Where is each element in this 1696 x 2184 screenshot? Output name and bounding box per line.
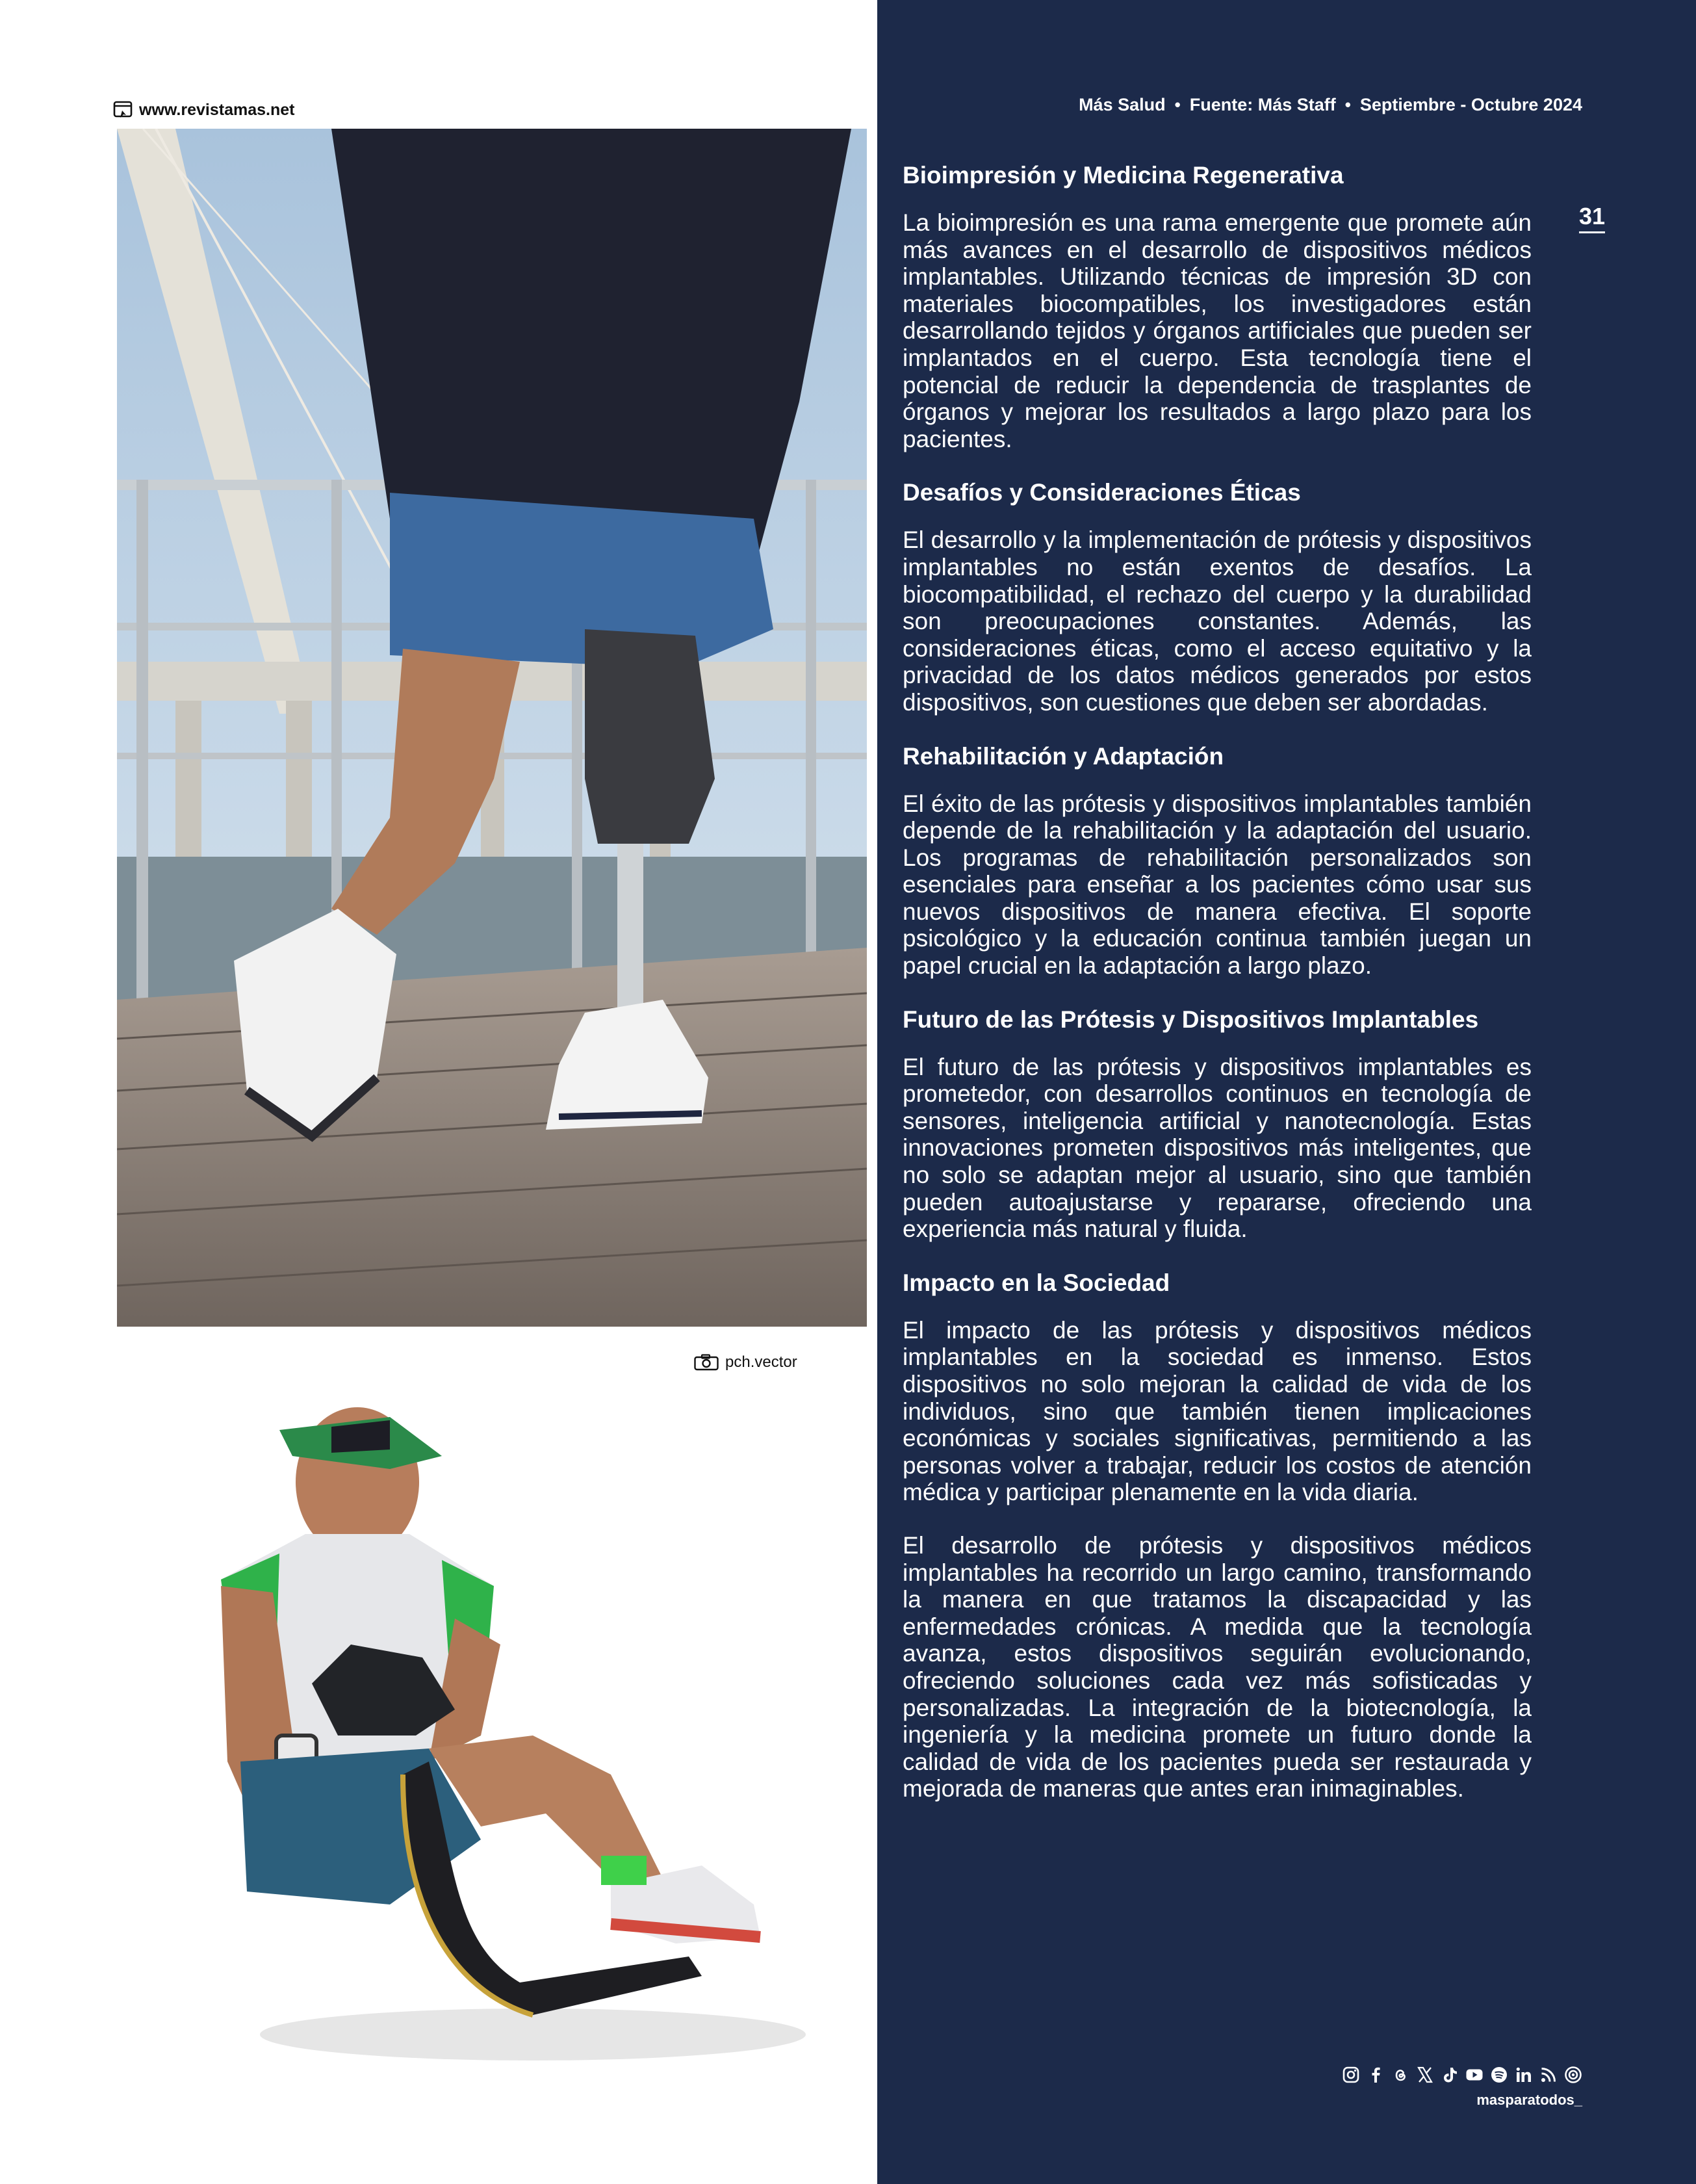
threads-icon[interactable] — [1391, 2066, 1409, 2084]
social-links — [1313, 2066, 1582, 2084]
web-icon — [113, 100, 133, 120]
header-meta — [910, 95, 1582, 115]
article-section — [903, 742, 1532, 980]
spotify-icon[interactable] — [1490, 2066, 1508, 2084]
x-icon[interactable] — [1416, 2066, 1434, 2084]
article-section — [903, 161, 1532, 452]
article-body — [903, 161, 1532, 1828]
linkedin-icon[interactable] — [1515, 2066, 1533, 2084]
tiktok-icon[interactable] — [1441, 2066, 1459, 2084]
runner-photo — [117, 129, 867, 1327]
section-label: Más Salud — [1079, 95, 1166, 114]
paragraph: El impacto de las prótesis y dispositivos médicos implantables en la sociedad es inmenso. Estos dispositivos no solo mejoran la calidad de vida de los individuos, sino que también tienen implicaciones económicas y sociales significativas, permitiendo a las personas volver a trabajar, reducir los costos de atención médica y participar plenamente en la vida diaria. — [903, 1316, 1532, 1506]
paragraph: El desarrollo y la implementación de prótesis y dispositivos implantables no están exentos de desafíos. La biocompatibilidad, el rechazo del cuerpo y la durabilidad son preocupaciones constantes. Además, las consideraciones éticas, como el acceso equitativo y la privacidad de los datos médicos generados por estos dispositivos, son cuestiones que deben ser abordadas. — [903, 526, 1532, 716]
youtube-icon[interactable] — [1465, 2066, 1484, 2084]
separator-dot: • — [1344, 95, 1351, 114]
article-section — [903, 478, 1532, 716]
section-heading: Rehabilitación y Adaptación — [903, 742, 1224, 770]
section-heading: Futuro de las Prótesis y Dispositivos Implantables — [903, 1006, 1479, 1033]
paragraph: El éxito de las prótesis y dispositivos implantables también depende de la rehabilitación y la adaptación del usuario. Los programas de rehabilitación personalizados son esenciales para enseñar a los pacientes cómo usar sus nuevos dispositivos de manera efectiva. El soporte psicológico y la educación continua también juegan un papel crucial en la adaptación a largo plazo. — [903, 790, 1532, 980]
social-handle[interactable]: masparatodos_ — [1476, 2092, 1582, 2108]
page-number: 31 — [1579, 203, 1605, 233]
section-heading: Desafíos y Consideraciones Éticas — [903, 479, 1301, 506]
article-section — [903, 1269, 1532, 1802]
separator-dot: • — [1174, 95, 1181, 114]
paragraph: El futuro de las prótesis y dispositivos implantables es prometedor, con desarrollos continuos en tecnología de sensores, inteligencia artificial y nanotecnología. Estas innovaciones prometen dispositivos más inteligentes, que no solo se adaptan mejor al usuario, sino que también pueden autoajustarse y repararse, ofreciendo una experiencia más natural y fluida. — [903, 1053, 1532, 1243]
instagram-icon[interactable] — [1342, 2066, 1360, 2084]
camera-icon — [694, 1354, 719, 1371]
section-heading: Bioimpresión y Medicina Regenerativa — [903, 162, 1344, 188]
athlete-photo — [117, 1372, 867, 2086]
facebook-icon[interactable] — [1367, 2066, 1385, 2084]
paragraph: El desarrollo de prótesis y dispositivos médicos implantables ha recorrido un largo camino, transformando la manera en que tratamos la discapacidad y las enfermedades crónicas. A medida que la tecnología avanza, estos dispositivos seguirán evolucionando, ofreciendo soluciones cada vez más sofisticadas y personalizadas. La integración de la biotecnología, la ingeniería y la medicina promete un futuro donde la calidad de vida de los pacientes pueda ser restaurada y mejorada de maneras que antes eran inimaginables. — [903, 1531, 1532, 1802]
rss-icon[interactable] — [1539, 2066, 1558, 2084]
site-url: www.revistamas.net — [139, 100, 295, 119]
podcast-icon[interactable] — [1564, 2066, 1582, 2084]
paragraph: La bioimpresión es una rama emergente que promete aún más avances en el desarrollo de dispositivos médicos implantables. Utilizando técnicas de impresión 3D con materiales biocompatibles, los investigadores están desarrollando tejidos y órganos artificiales que pueden ser implantados en el cuerpo. Esta tecnología tiene el potencial de reducir la dependencia de trasplantes de órganos y mejorar los resultados a largo plazo para los pacientes. — [903, 209, 1532, 452]
site-link[interactable] — [113, 100, 294, 120]
photo-credit-text: pch.vector — [725, 1353, 797, 1371]
section-heading: Impacto en la Sociedad — [903, 1269, 1170, 1296]
article-section — [903, 1006, 1532, 1243]
source-label: Fuente: Más Staff — [1189, 95, 1336, 114]
issue-date: Septiembre - Octubre 2024 — [1359, 95, 1582, 114]
photo-credit — [694, 1353, 797, 1372]
